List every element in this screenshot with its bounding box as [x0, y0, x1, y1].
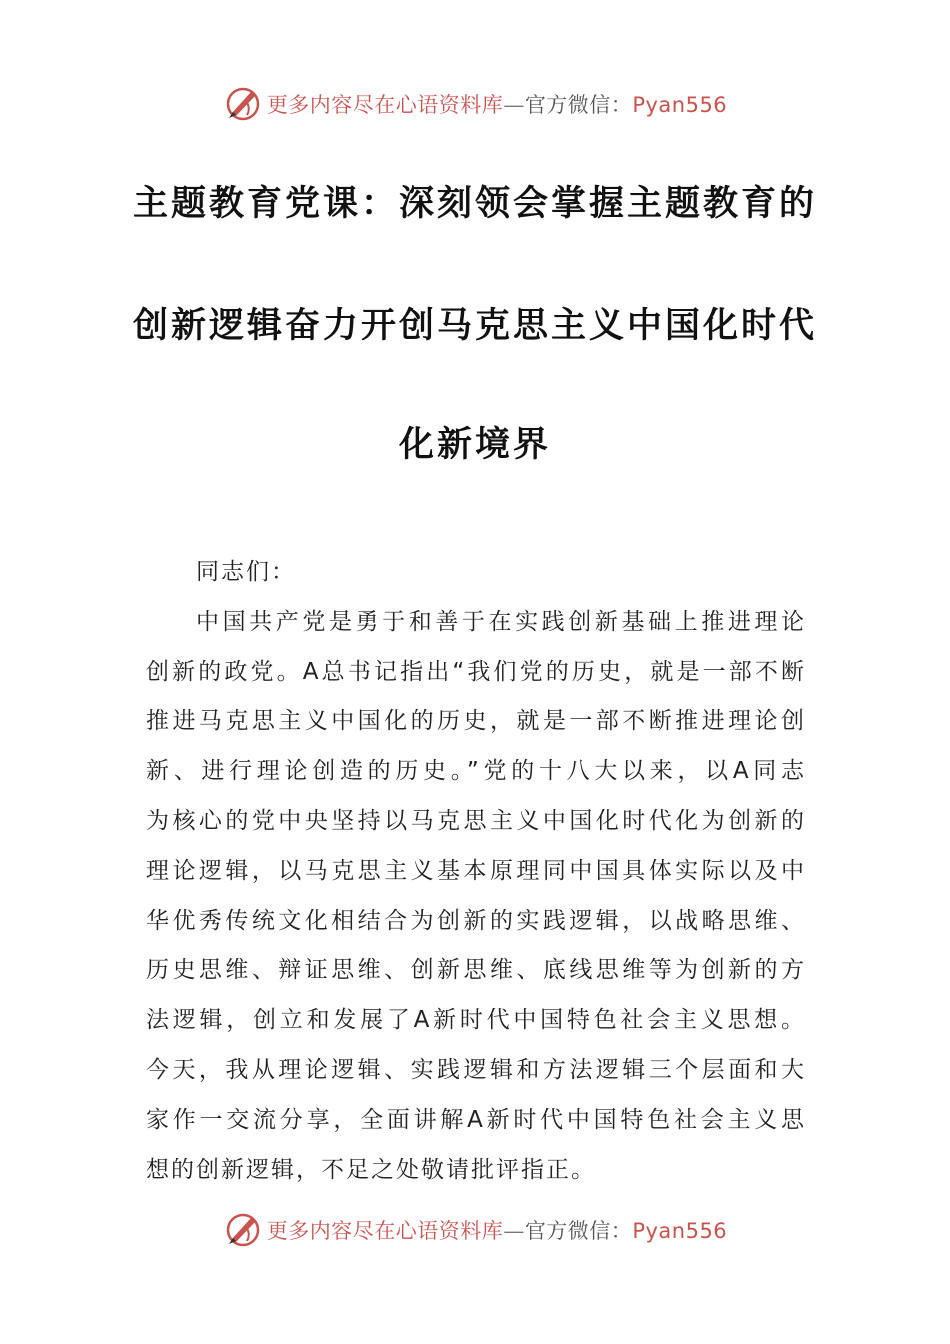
banner-dash: — — [503, 93, 525, 117]
banner-text — [267, 1215, 727, 1245]
title-line-2: 创新逻辑奋力开创马克思主义中国化时代 — [132, 306, 817, 346]
paragraph-line: 创新的政党。A总书记指出“我们党的历史，就是一部不断 — [146, 658, 806, 685]
pen-logo-icon — [223, 1210, 263, 1250]
paragraph-line: 想的创新逻辑，不足之处敬请批评指正。 — [146, 1156, 596, 1183]
greeting: 同志们： — [196, 559, 296, 585]
banner-dash: — — [503, 1219, 525, 1243]
paragraph-line: 推进马克思主义中国化的历史，就是一部不断推进理论创 — [146, 708, 806, 735]
banner-slogan: 更多内容尽在心语资料库 — [266, 93, 504, 117]
banner-slogan: 更多内容尽在心语资料库 — [266, 1219, 504, 1243]
banner-wechat-label: 官方微信： — [524, 1219, 633, 1243]
pen-logo-icon — [223, 84, 263, 124]
paragraph-line: 为核心的党中央坚持以马克思主义中国化时代化为创新的 — [146, 807, 806, 834]
body-text — [146, 548, 806, 1195]
header-watermark-banner — [0, 82, 950, 126]
footer-watermark-banner — [0, 1208, 950, 1252]
paragraph-line: 新、进行理论创造的历史。”党的十八大以来，以A同志 — [146, 758, 806, 785]
banner-text — [267, 89, 727, 119]
title-line-3: 化新境界 — [398, 425, 551, 465]
banner-wechat-label: 官方微信： — [524, 93, 633, 117]
banner-wechat-id: Pyan556 — [632, 93, 728, 117]
paragraph-line: 理论逻辑，以马克思主义基本原理同中国具体实际以及中 — [146, 857, 806, 884]
paragraph-line: 中国共产党是勇于和善于在实践创新基础上推进理论 — [196, 608, 806, 635]
paragraph-line: 历史思维、辩证思维、创新思维、底线思维等为创新的方 — [146, 957, 806, 984]
paragraph-line: 华优秀传统文化相结合为创新的实践逻辑，以战略思维、 — [146, 907, 806, 934]
title-line-1: 主题教育党课：深刻领会掌握主题教育的 — [132, 184, 817, 224]
paragraph-line: 家作一交流分享，全面讲解A新时代中国特色社会主义思 — [146, 1106, 806, 1133]
paragraph-line: 今天，我从理论逻辑、实践逻辑和方法逻辑三个层面和大 — [146, 1056, 806, 1083]
banner-wechat-id: Pyan556 — [632, 1219, 728, 1243]
paragraph-line: 法逻辑，创立和发展了A新时代中国特色社会主义思想。 — [146, 1007, 806, 1034]
